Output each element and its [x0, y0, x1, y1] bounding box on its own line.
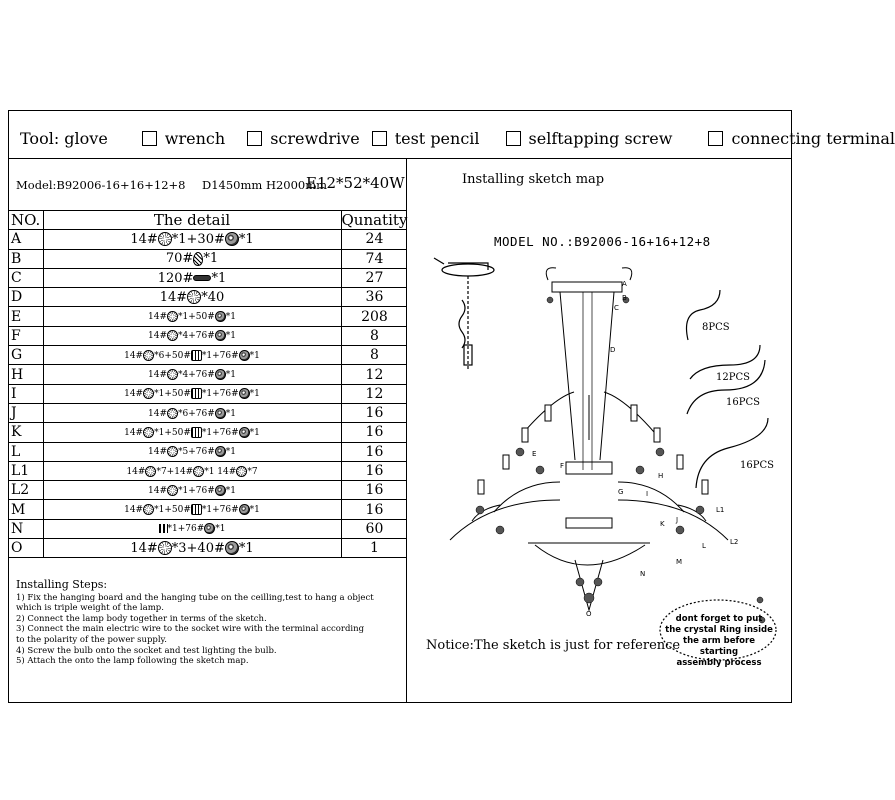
tools-divider [8, 158, 792, 159]
detail-text: *1+76# [201, 505, 239, 516]
row-detail [43, 249, 341, 268]
crystal-star-icon [167, 311, 178, 322]
detail-text: *6+76# [178, 408, 215, 419]
tool-wrench-label: wrench [164, 128, 226, 148]
crystal-star-icon [158, 232, 172, 246]
detail-text: *1+76# [201, 427, 239, 438]
table-row [8, 346, 407, 365]
model-bulbs: E12*52*40W [306, 174, 405, 192]
row-quantity: 16 [341, 442, 407, 461]
table-row [8, 230, 407, 249]
row-quantity: 8 [341, 346, 407, 365]
sketch-label-g: G [618, 488, 624, 496]
model-number: Model:B92006-16+16+12+8 [16, 178, 186, 192]
tool-wrench[interactable] [142, 129, 225, 148]
row-detail [43, 384, 341, 403]
detail-text: *4+76# [178, 370, 215, 381]
sketch-label-o: O [586, 610, 592, 618]
crystal-oct-icon [191, 504, 202, 515]
detail-text: *1+76# [201, 350, 239, 361]
sketch-label-l1: L1 [716, 506, 725, 514]
crystal-ball-icon [215, 485, 226, 496]
detail-text: *1+50# [154, 427, 191, 438]
detail-text: 14# [124, 350, 144, 361]
warning-line: dont forget to put [675, 614, 763, 624]
tool-connecting-terminal-label: connecting terminal [731, 128, 895, 148]
crystal-ball-icon [204, 523, 215, 534]
sketch-label-i: I [646, 490, 649, 498]
detail-text: 70# [165, 251, 194, 267]
row-detail [43, 539, 341, 558]
detail-text: *6+50# [154, 350, 191, 361]
sketch-notice: Notice:The sketch is just for reference [426, 638, 681, 653]
row-detail [43, 365, 341, 384]
row-detail [43, 230, 341, 249]
checkbox-screwdrive[interactable] [247, 131, 262, 146]
sketch-label-h: H [658, 472, 664, 480]
tool-list [20, 126, 895, 150]
row-quantity: 36 [341, 288, 407, 307]
detail-text: *40 [201, 289, 225, 305]
step-line: 5) Attach the onto the lamp following the sketch map. [16, 656, 249, 667]
crystal-ball-icon [215, 311, 226, 322]
table-row [8, 326, 407, 345]
checkbox-selftapping-screw[interactable] [506, 131, 521, 146]
detail-text: 120# [157, 270, 194, 286]
crystal-star-icon [167, 369, 178, 380]
crystal-ball-icon [239, 388, 250, 399]
sketch-label-b: B [622, 294, 627, 302]
row-quantity: 16 [341, 461, 407, 480]
crystal-oct-icon [191, 388, 202, 399]
detail-text: 14# [148, 485, 167, 496]
arm-label-16pcs-b: 16PCS [740, 460, 774, 471]
tool-selftapping-screw-label: selftapping screw [528, 128, 673, 148]
row-detail [43, 519, 341, 538]
detail-text: 14# [130, 540, 158, 556]
step-line: 1) Fix the hanging board and the hanging tube on the ceilling,test to hang a object [16, 592, 374, 603]
row-quantity: 8 [341, 326, 407, 345]
checkbox-test-pencil[interactable] [372, 131, 387, 146]
detail-text: *1 [238, 231, 254, 247]
sketch-label-m: M [676, 558, 683, 566]
row-id: A [8, 230, 43, 249]
row-quantity: 74 [341, 249, 407, 268]
chandelier-body [450, 268, 728, 610]
sketch-label-e: E [532, 450, 537, 458]
sketch-label-n: N [640, 570, 646, 578]
detail-text: *1+30# [171, 231, 225, 247]
detail-text: *3+40# [171, 540, 225, 556]
row-quantity: 16 [341, 403, 407, 422]
sketch-label-l: L [702, 542, 706, 550]
row-id: L [8, 442, 43, 461]
detail-text: *1+76# [178, 485, 215, 496]
detail-text: 14# [126, 466, 146, 477]
row-detail [43, 307, 341, 326]
detail-text: *1 [249, 427, 260, 438]
table-row [8, 481, 407, 500]
detail-text: *1 [225, 312, 236, 323]
row-quantity: 1 [341, 539, 407, 558]
model-line [16, 172, 406, 198]
detail-text: 14# [148, 312, 167, 323]
sketch-label-d: D [610, 346, 616, 354]
tool-test-pencil[interactable] [372, 129, 480, 148]
table-header [8, 211, 407, 230]
table-row [8, 519, 407, 538]
detail-text: *1 [249, 350, 260, 361]
row-id: L1 [8, 461, 43, 480]
warning-line: the crystal Ring inside [665, 625, 773, 635]
step-line: to the polarity of the power supply. [16, 634, 167, 645]
crystal-ball-icon [225, 541, 239, 555]
row-quantity: 12 [341, 384, 407, 403]
installing-steps [16, 580, 376, 667]
model-size: D1450mm H2000mm [202, 178, 328, 192]
row-quantity: 60 [341, 519, 407, 538]
step-line: 4) Screw the bulb onto the socket and test lighting the bulb. [16, 645, 277, 656]
detail-text: *1+50# [178, 312, 215, 323]
crystal-beads [476, 297, 765, 623]
detail-text: *1 [225, 408, 236, 419]
detail-text: *1+50# [154, 389, 191, 400]
row-id: G [8, 346, 43, 365]
tool-test-pencil-label: test pencil [394, 128, 480, 148]
tool-selftapping-screw[interactable] [506, 129, 673, 148]
crystal-star-icon [167, 330, 178, 341]
ceiling-canopy-detail [434, 258, 494, 370]
row-quantity: 27 [341, 268, 407, 287]
tool-connecting-terminal[interactable] [708, 129, 895, 148]
table-row [8, 288, 407, 307]
detail-text: *1+50# [154, 505, 191, 516]
detail-text: *1 [225, 331, 236, 342]
detail-text: *1 [249, 505, 260, 516]
crystal-star-icon [236, 466, 247, 477]
sketch-title: Installing sketch map [462, 172, 605, 187]
row-quantity: 24 [341, 230, 407, 249]
crystal-star-icon [143, 350, 154, 361]
detail-text: *7+14# [156, 466, 194, 477]
row-quantity: 16 [341, 481, 407, 500]
crystal-star-icon [187, 290, 201, 304]
row-id: D [8, 288, 43, 307]
row-detail [43, 288, 341, 307]
row-id: O [8, 539, 43, 558]
detail-text: *1 [203, 251, 219, 267]
row-detail [43, 461, 341, 480]
detail-text: *5+76# [178, 447, 215, 458]
checkbox-wrench[interactable] [142, 131, 157, 146]
row-id: L2 [8, 481, 43, 500]
row-id: K [8, 423, 43, 442]
crystal-oct-icon [191, 350, 202, 361]
crystal-bar-icon [193, 275, 211, 281]
row-id: I [8, 384, 43, 403]
detail-text: *1 [225, 485, 236, 496]
crystal-drop-icon [193, 252, 203, 266]
table-row [8, 461, 407, 480]
candle-sockets [478, 405, 708, 494]
table-row [8, 365, 407, 384]
row-id: F [8, 326, 43, 345]
detail-text: *1 [215, 524, 226, 535]
tool-screwdrive[interactable] [247, 129, 360, 148]
detail-text: *1 [211, 270, 227, 286]
crystal-ball-icon [215, 330, 226, 341]
table-row [8, 442, 407, 461]
crystal-star-icon [167, 485, 178, 496]
detail-text: 14# [148, 447, 167, 458]
table-row [8, 500, 407, 519]
table-row [8, 268, 407, 287]
row-detail [43, 346, 341, 365]
sketch-label-l2: L2 [730, 538, 739, 546]
detail-text: 14# [148, 408, 167, 419]
table-row [8, 423, 407, 442]
crystal-star-icon [145, 466, 156, 477]
header-detail: The detail [43, 211, 341, 230]
checkbox-connecting-terminal[interactable] [708, 131, 723, 146]
crystal-oct-icon [191, 427, 202, 438]
detail-text: 14# [124, 389, 144, 400]
detail-text: 14# [148, 370, 167, 381]
table-row [8, 307, 407, 326]
detail-text: 14# [130, 231, 158, 247]
sketch-label-k: K [660, 520, 665, 528]
crystal-star-icon [158, 541, 172, 555]
crystal-ball-icon [239, 427, 250, 438]
tool-screwdrive-label: screwdrive [270, 128, 360, 148]
crystal-ball-icon [225, 232, 239, 246]
crystal-star-icon [167, 446, 178, 457]
sketch-label-a: A [622, 280, 627, 288]
row-quantity: 208 [341, 307, 407, 326]
detail-text: *1 [225, 447, 236, 458]
row-detail [43, 481, 341, 500]
crystal-line-icon [159, 524, 168, 533]
detail-text: *1 [238, 540, 254, 556]
row-id: E [8, 307, 43, 326]
assembly-warning [664, 614, 774, 669]
crystal-star-icon [193, 466, 204, 477]
detail-text: *1 [225, 370, 236, 381]
warning-line: assembly process [676, 658, 762, 668]
row-detail [43, 268, 341, 287]
row-id: N [8, 519, 43, 538]
row-quantity: 12 [341, 365, 407, 384]
table-row [8, 539, 407, 558]
arm-label-12pcs: 12PCS [716, 372, 750, 383]
detail-text: *7 [247, 466, 258, 477]
sketch-model-number: MODEL NO.:B92006-16+16+12+8 [494, 234, 711, 249]
row-detail [43, 403, 341, 422]
crystal-star-icon [167, 408, 178, 419]
row-detail [43, 500, 341, 519]
header-no: NO. [8, 211, 43, 230]
detail-text: *4+76# [178, 331, 215, 342]
crystal-ball-icon [215, 446, 226, 457]
header-qty: Qunatity [341, 211, 408, 230]
detail-text: 14# [124, 505, 144, 516]
step-line: which is triple weight of the lamp. [16, 603, 164, 614]
crystal-star-icon [143, 427, 154, 438]
crystal-star-icon [143, 388, 154, 399]
row-quantity: 16 [341, 423, 407, 442]
detail-text: *1+76# [167, 524, 205, 535]
row-id: M [8, 500, 43, 519]
crystal-ball-icon [239, 504, 250, 515]
sketch-label-j: J [676, 516, 679, 524]
table-row [8, 403, 407, 422]
detail-text: *1 [249, 389, 260, 400]
row-detail [43, 423, 341, 442]
table-row [8, 384, 407, 403]
detail-text: 14# [148, 331, 167, 342]
step-line: 3) Connect the main electric wire to the socket wire with the terminal according [16, 624, 365, 635]
warning-line: the arm before starting [683, 636, 755, 657]
crystal-star-icon [143, 504, 154, 515]
detail-text: 14# [124, 427, 144, 438]
detail-text: *1 14# [204, 466, 237, 477]
row-quantity: 16 [341, 500, 407, 519]
row-detail [43, 442, 341, 461]
crystal-ball-icon [215, 369, 226, 380]
arm-label-16pcs-a: 16PCS [726, 397, 760, 408]
arm-pieces [687, 290, 769, 488]
parts-table [8, 210, 407, 558]
crystal-ball-icon [215, 408, 226, 419]
detail-text: *1+76# [201, 389, 239, 400]
arm-label-8pcs: 8PCS [702, 322, 730, 333]
detail-text: 14# [159, 289, 188, 305]
row-id: H [8, 365, 43, 384]
table-row [8, 249, 407, 268]
sketch-label-c: C [614, 304, 619, 312]
row-id: J [8, 403, 43, 422]
steps-heading: Installing Steps: [16, 578, 108, 591]
step-line: 2) Connect the lamp body together in terms of the sketch. [16, 613, 267, 624]
crystal-ball-icon [239, 350, 250, 361]
tool-label: Tool: glove [20, 128, 108, 148]
row-id: C [8, 268, 43, 287]
row-detail [43, 326, 341, 345]
sketch-label-f: F [560, 462, 565, 470]
row-id: B [8, 249, 43, 268]
